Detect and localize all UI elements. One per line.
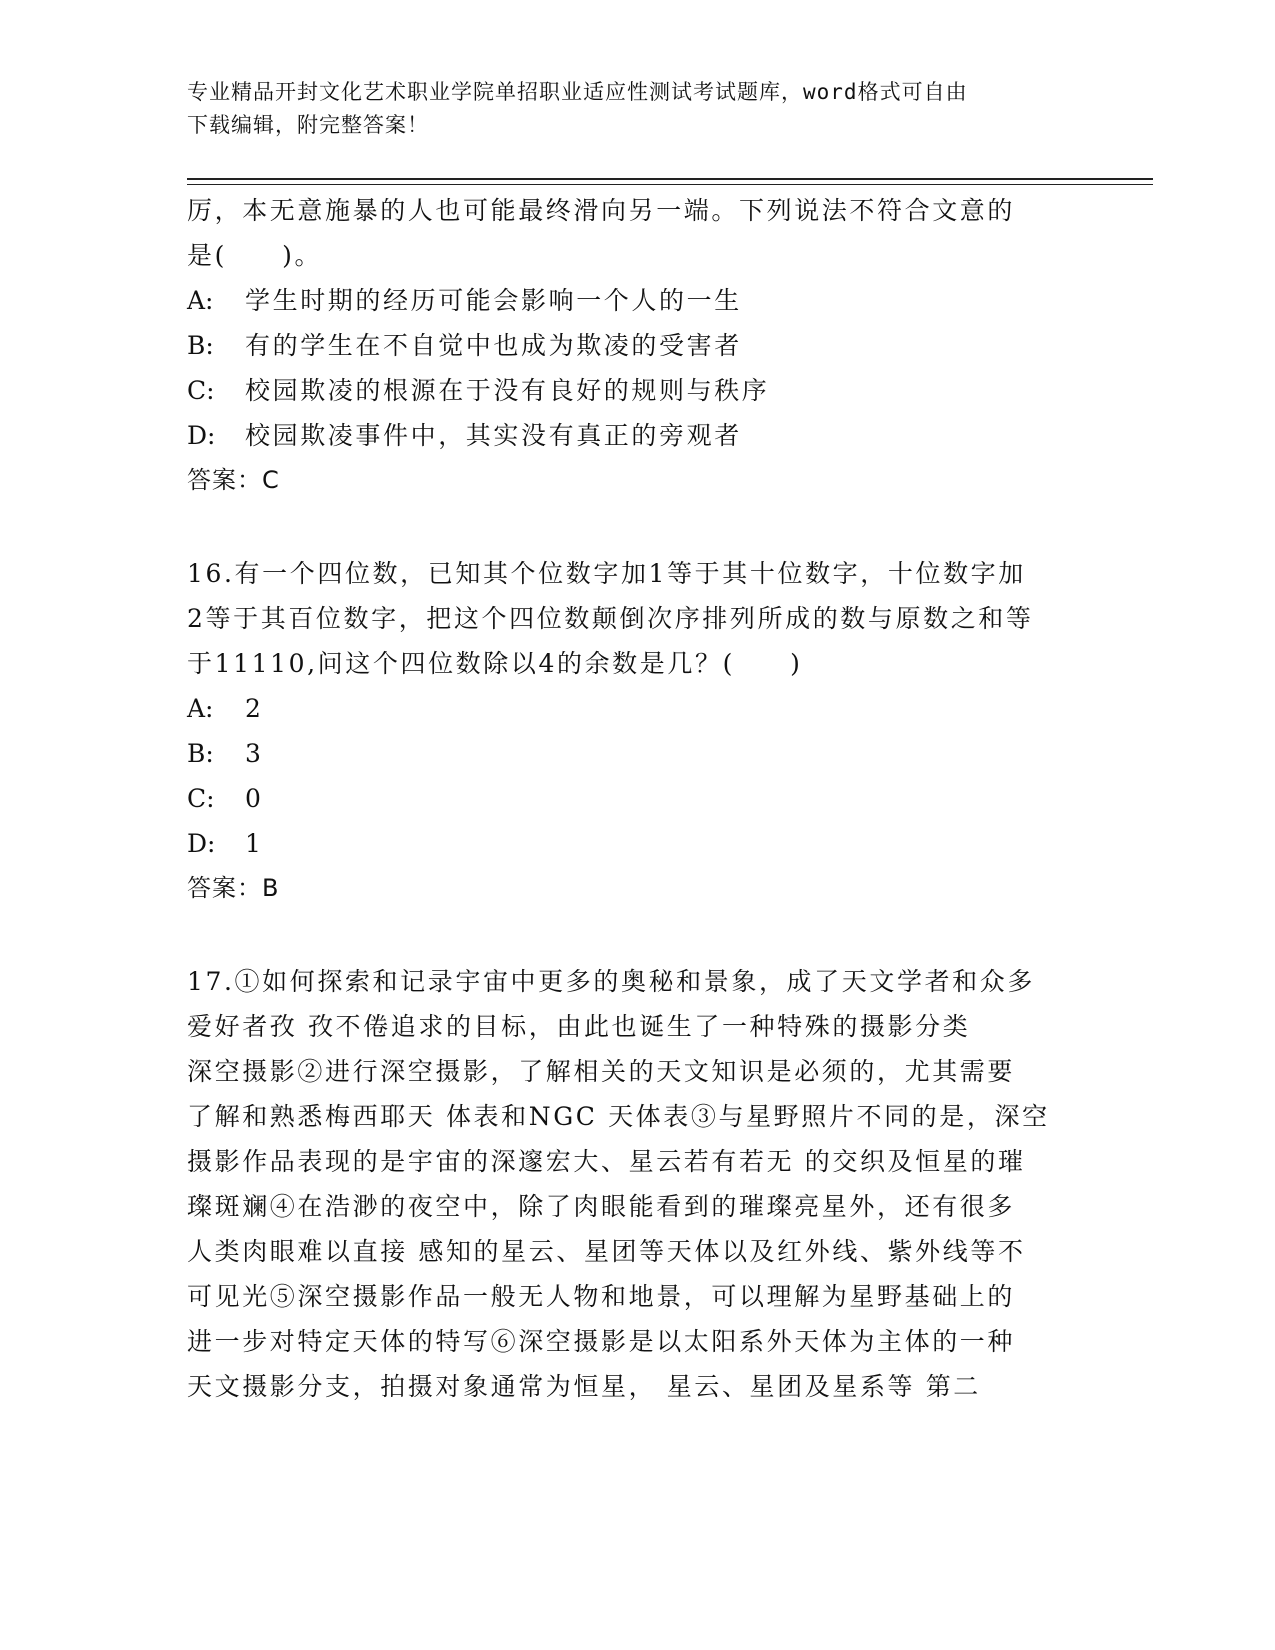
option-text: 3 <box>245 739 264 768</box>
header-line-2: 下载编辑，附完整答案！ <box>187 113 429 137</box>
option-letter: C: <box>187 784 215 813</box>
question-text-line: 摄影作品表现的是宇宙的深邃宏大、星云若有若无 的交织及恒星的璀 <box>187 1147 1026 1176</box>
document-header <box>187 76 1067 142</box>
question-text-line: 人类肉眼难以直接 感知的星云、星团等天体以及红外线、紫外线等不 <box>187 1237 1026 1266</box>
answer-line: 答案：C <box>187 466 280 494</box>
answer-line: 答案：B <box>187 874 280 902</box>
option-letter: B: <box>187 331 214 360</box>
question-text-line: 于11110,问这个四位数除以4的余数是几？( ) <box>187 649 803 678</box>
option-d <box>187 821 1087 866</box>
question-text-line: 爱好者孜 孜不倦追求的目标，由此也诞生了一种特殊的摄影分类 <box>187 1012 971 1041</box>
question-text-line: 了解和熟悉梅西耶天 体表和NGC 天体表③与星野照片不同的是，深空 <box>187 1102 1050 1131</box>
option-text: 2 <box>245 694 264 723</box>
question-15 <box>187 188 1087 503</box>
question-text-line: 天文摄影分支，拍摄对象通常为恒星， 星云、星团及星系等 第二 <box>187 1372 981 1401</box>
option-b <box>187 323 1087 368</box>
option-a <box>187 686 1087 731</box>
option-b <box>187 731 1087 776</box>
question-text-line: 2等于其百位数字，把这个四位数颠倒次序排列所成的数与原数之和等 <box>187 604 1034 633</box>
header-divider-thick <box>187 178 1153 180</box>
spacer <box>187 503 1087 551</box>
option-text: 1 <box>245 829 264 858</box>
option-text: 有的学生在不自觉中也成为欺凌的受害者 <box>245 331 742 360</box>
spacer <box>187 911 1087 959</box>
question-text-line: 17.①如何探索和记录宇宙中更多的奥秘和景象，成了天文学者和众多 <box>187 967 1035 996</box>
option-letter: A: <box>187 286 214 315</box>
option-letter: B: <box>187 739 214 768</box>
header-divider-thin <box>187 184 1153 185</box>
option-letter: A: <box>187 694 214 723</box>
option-text: 0 <box>245 784 264 813</box>
option-letter: C: <box>187 376 215 405</box>
option-letter: D: <box>187 829 216 858</box>
question-text-line: 进一步对特定天体的特写⑥深空摄影是以太阳系外天体为主体的一种 <box>187 1327 1016 1356</box>
question-text-line: 是( )。 <box>187 241 323 270</box>
option-letter: D: <box>187 421 216 450</box>
document-body <box>187 188 1087 1409</box>
question-text-line: 厉，本无意施暴的人也可能最终滑向另一端。下列说法不符合文意的 <box>187 196 1016 225</box>
question-text-line: 可见光⑤深空摄影作品一般无人物和地景，可以理解为星野基础上的 <box>187 1282 1016 1311</box>
option-text: 校园欺凌的根源在于没有良好的规则与秩序 <box>245 376 770 405</box>
question-text-line: 16.有一个四位数，已知其个位数字加1等于其十位数字，十位数字加 <box>187 559 1026 588</box>
question-17 <box>187 959 1087 1409</box>
option-c <box>187 368 1087 413</box>
option-c <box>187 776 1087 821</box>
option-text: 校园欺凌事件中，其实没有真正的旁观者 <box>245 421 742 450</box>
question-text-line: 深空摄影②进行深空摄影，了解相关的天文知识是必须的，尤其需要 <box>187 1057 1016 1086</box>
option-text: 学生时期的经历可能会影响一个人的一生 <box>245 286 742 315</box>
header-line-1: 专业精品开封文化艺术职业学院单招职业适应性测试考试题库，word格式可自由 <box>187 80 968 104</box>
question-16 <box>187 551 1087 911</box>
option-a <box>187 278 1087 323</box>
question-text-line: 璨斑斓④在浩渺的夜空中，除了肉眼能看到的璀璨亮星外，还有很多 <box>187 1192 1016 1221</box>
option-d <box>187 413 1087 458</box>
